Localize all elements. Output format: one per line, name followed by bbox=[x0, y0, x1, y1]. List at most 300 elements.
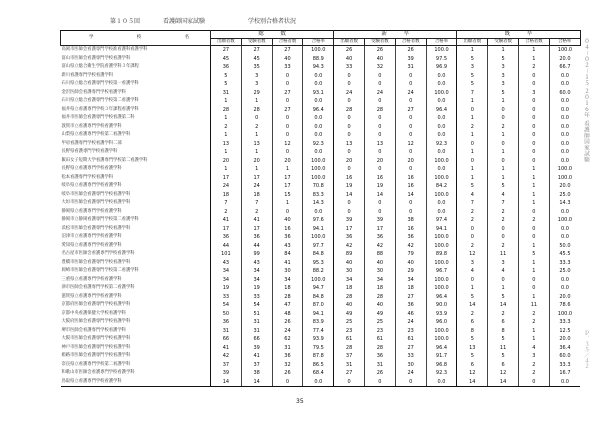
passers-cell: 31 bbox=[395, 63, 426, 72]
passers-cell: 16 bbox=[395, 225, 426, 234]
passers-cell: 0 bbox=[395, 97, 426, 106]
passers-cell: 0 bbox=[395, 123, 426, 132]
applicants-cell: 37 bbox=[334, 352, 365, 361]
applicants-cell: 3 bbox=[457, 259, 488, 268]
passers-cell: 23 bbox=[395, 327, 426, 336]
pass-rate-cell: 86.5 bbox=[303, 361, 334, 370]
passers-cell: 0 bbox=[272, 80, 303, 89]
pass-rate-cell: 0.0 bbox=[549, 140, 580, 149]
examinees-cell: 0 bbox=[488, 106, 519, 115]
passers-cell: 28 bbox=[272, 293, 303, 302]
applicants-cell: 13 bbox=[211, 140, 242, 149]
pass-rate-cell: 0.0 bbox=[549, 157, 580, 166]
table-row bbox=[61, 63, 581, 72]
school-name: 大阪府医師会看護専門学校看護学科 bbox=[61, 319, 131, 324]
examinees-cell: 27 bbox=[241, 46, 272, 55]
margin-page-stamp: ｐ．３５／４２ bbox=[583, 330, 589, 369]
passers-cell: 61 bbox=[395, 335, 426, 344]
passers-cell: 0 bbox=[272, 114, 303, 123]
applicants-cell: 5 bbox=[457, 80, 488, 89]
passers-cell: 0 bbox=[519, 140, 550, 149]
pass-rate-cell: 97.4 bbox=[426, 216, 457, 225]
passers-cell: 0 bbox=[395, 199, 426, 208]
pass-rate-cell: 0.0 bbox=[549, 378, 580, 387]
applicants-cell: 1 bbox=[457, 114, 488, 123]
examinees-cell: 0 bbox=[488, 157, 519, 166]
applicants-cell: 0 bbox=[334, 114, 365, 123]
school-name: 津市医師会看護専門学校第二看護学科 bbox=[61, 285, 135, 290]
table-row bbox=[61, 310, 581, 319]
table-row bbox=[61, 182, 581, 191]
pass-rate-cell: 79.5 bbox=[303, 344, 334, 353]
applicants-cell: 18 bbox=[334, 284, 365, 293]
examinees-cell: 41 bbox=[241, 216, 272, 225]
pass-rate-cell: 20.0 bbox=[549, 182, 580, 191]
pass-rate-cell: 25.0 bbox=[549, 267, 580, 276]
applicants-cell: 0 bbox=[334, 72, 365, 81]
pass-rate-cell: 0.0 bbox=[426, 123, 457, 132]
passers-cell: 18 bbox=[395, 284, 426, 293]
passers-cell: 1 bbox=[519, 174, 550, 183]
examinees-cell: 6 bbox=[488, 318, 519, 327]
pass-rate-cell: 93.9 bbox=[303, 335, 334, 344]
pass-rate-cell: 0.0 bbox=[549, 123, 580, 132]
examinees-cell: 34 bbox=[365, 276, 396, 285]
examinees-cell: 2 bbox=[488, 123, 519, 132]
passers-cell: 20 bbox=[272, 157, 303, 166]
pass-rate-cell: 100.0 bbox=[303, 157, 334, 166]
applicants-cell: 17 bbox=[211, 225, 242, 234]
pass-rate-cell: 45.5 bbox=[549, 250, 580, 259]
table-row bbox=[61, 80, 581, 89]
examinees-cell: 1 bbox=[488, 131, 519, 140]
examinees-cell: 18 bbox=[365, 284, 396, 293]
passers-cell: 1 bbox=[272, 165, 303, 174]
school-name: 長野県立看護専門学校看護学科 bbox=[61, 166, 122, 171]
applicants-cell: 1 bbox=[211, 114, 242, 123]
passers-cell: 27 bbox=[272, 106, 303, 115]
pass-rate-cell: 94.1 bbox=[303, 225, 334, 234]
pass-rate-cell: 100.0 bbox=[426, 174, 457, 183]
school-name: 富山県立総合衛生学院看護学科３年課程 bbox=[61, 64, 139, 69]
passers-cell: 0 bbox=[519, 233, 550, 242]
examinees-cell: 7 bbox=[241, 199, 272, 208]
applicants-cell: 31 bbox=[334, 361, 365, 370]
pass-rate-cell: 100.0 bbox=[426, 259, 457, 268]
examinees-cell: 13 bbox=[365, 140, 396, 149]
applicants-cell: 42 bbox=[211, 352, 242, 361]
table-row bbox=[61, 242, 581, 251]
passers-cell: 20 bbox=[395, 157, 426, 166]
examinees-cell: 0 bbox=[488, 140, 519, 149]
examinees-cell: 4 bbox=[488, 267, 519, 276]
passers-cell: 62 bbox=[272, 335, 303, 344]
passers-cell: 0 bbox=[519, 80, 550, 89]
table-row bbox=[61, 106, 581, 115]
pass-rate-cell: 0.0 bbox=[426, 80, 457, 89]
pass-rate-cell: 0.0 bbox=[426, 148, 457, 157]
passers-cell: 1 bbox=[519, 327, 550, 336]
table-row bbox=[61, 131, 581, 140]
applicants-cell: 23 bbox=[334, 327, 365, 336]
passers-cell: 1 bbox=[519, 242, 550, 251]
pass-rate-cell: 94.7 bbox=[303, 284, 334, 293]
table-row bbox=[61, 191, 581, 200]
applicants-cell: 16 bbox=[334, 174, 365, 183]
examinees-cell: 61 bbox=[365, 335, 396, 344]
passers-cell: 0 bbox=[272, 72, 303, 81]
table-row bbox=[61, 259, 581, 268]
pass-rate-cell: 78.6 bbox=[549, 301, 580, 310]
pass-rate-cell: 100.0 bbox=[426, 89, 457, 98]
school-name: 石川県立総合看護専門学校第二看護学科 bbox=[61, 98, 139, 103]
passers-cell: 1 bbox=[519, 293, 550, 302]
applicants-cell: 54 bbox=[211, 301, 242, 310]
pass-rate-cell: 96.9 bbox=[426, 63, 457, 72]
examinees-cell: 31 bbox=[241, 318, 272, 327]
examinees-cell: 36 bbox=[365, 352, 396, 361]
passers-cell: 40 bbox=[395, 259, 426, 268]
examinees-cell: 1 bbox=[241, 97, 272, 106]
group-total: 総 数 bbox=[211, 31, 334, 39]
table-row bbox=[61, 267, 581, 276]
applicants-cell: 0 bbox=[334, 97, 365, 106]
passers-cell: 11 bbox=[519, 301, 550, 310]
examinees-cell: 0 bbox=[488, 276, 519, 285]
pass-rate-cell: 0.0 bbox=[426, 165, 457, 174]
examinees-cell: 40 bbox=[365, 55, 396, 64]
applicants-cell: 17 bbox=[334, 225, 365, 234]
examinees-cell: 18 bbox=[241, 191, 272, 200]
applicants-cell: 101 bbox=[211, 250, 242, 259]
applicants-cell: 2 bbox=[211, 208, 242, 217]
passers-cell: 16 bbox=[272, 225, 303, 234]
examinees-cell: 4 bbox=[488, 191, 519, 200]
column-header: 合格者数 bbox=[395, 38, 426, 46]
applicants-cell: 40 bbox=[334, 55, 365, 64]
table-row bbox=[61, 361, 581, 370]
passers-cell: 0 bbox=[272, 378, 303, 387]
applicants-cell: 5 bbox=[457, 72, 488, 81]
pass-rate-cell: 100.0 bbox=[303, 165, 334, 174]
examinees-cell: 5 bbox=[488, 89, 519, 98]
pass-rate-cell: 93.9 bbox=[426, 310, 457, 319]
examinees-cell: 0 bbox=[365, 165, 396, 174]
pass-rate-cell: 0.0 bbox=[549, 131, 580, 140]
pass-rate-cell: 0.0 bbox=[426, 199, 457, 208]
examinees-cell: 25 bbox=[365, 318, 396, 327]
passers-cell: 26 bbox=[272, 369, 303, 378]
applicants-cell: 0 bbox=[457, 276, 488, 285]
applicants-cell: 7 bbox=[457, 89, 488, 98]
column-header: 出願者数 bbox=[334, 38, 365, 46]
pass-rate-cell: 96.4 bbox=[303, 106, 334, 115]
passers-cell: 0 bbox=[519, 148, 550, 157]
applicants-cell: 41 bbox=[211, 344, 242, 353]
pass-rate-cell: 100.0 bbox=[549, 46, 580, 55]
passers-cell: 0 bbox=[395, 208, 426, 217]
applicants-cell: 1 bbox=[457, 131, 488, 140]
table-row bbox=[61, 293, 581, 302]
school-name: 高岡市医師会看護専門学校准看護科看護学科 bbox=[61, 47, 148, 52]
passers-cell: 40 bbox=[272, 55, 303, 64]
pass-rate-cell: 100.0 bbox=[549, 310, 580, 319]
pass-rate-cell: 88.9 bbox=[303, 55, 334, 64]
applicants-cell: 2 bbox=[457, 242, 488, 251]
passers-cell: 0 bbox=[395, 72, 426, 81]
table-row bbox=[61, 199, 581, 208]
applicants-cell: 7 bbox=[211, 199, 242, 208]
school-name: 石川県立総合看護専門学校第一看護学科 bbox=[61, 81, 139, 86]
examinees-cell: 2 bbox=[488, 310, 519, 319]
pass-rate-cell: 96.8 bbox=[426, 361, 457, 370]
examinees-cell: 33 bbox=[241, 293, 272, 302]
applicants-cell: 14 bbox=[457, 378, 488, 387]
pass-rate-cell: 0.0 bbox=[549, 225, 580, 234]
pass-rate-cell: 33.3 bbox=[549, 259, 580, 268]
pass-rate-cell: 100.0 bbox=[303, 233, 334, 242]
examinees-cell: 3 bbox=[241, 80, 272, 89]
passers-cell: 36 bbox=[272, 233, 303, 242]
examinees-cell: 16 bbox=[365, 174, 396, 183]
school-name: 福井市医師会看護専門学校看護第二科 bbox=[61, 115, 135, 120]
column-header: 合格者数 bbox=[519, 38, 550, 46]
passers-cell: 0 bbox=[519, 123, 550, 132]
examinees-cell: 11 bbox=[488, 344, 519, 353]
applicants-cell: 45 bbox=[211, 55, 242, 64]
table-row bbox=[61, 301, 581, 310]
pass-rate-cell: 0.0 bbox=[426, 131, 457, 140]
pass-rate-cell: 25.0 bbox=[549, 191, 580, 200]
applicants-cell: 5 bbox=[211, 72, 242, 81]
pass-rate-cell: 95.3 bbox=[303, 259, 334, 268]
examinees-cell: 51 bbox=[241, 310, 272, 319]
passers-cell: 47 bbox=[272, 301, 303, 310]
passers-cell: 0 bbox=[272, 97, 303, 106]
column-header: 受験者数 bbox=[241, 38, 272, 46]
examinees-cell: 17 bbox=[241, 174, 272, 183]
table-row bbox=[61, 352, 581, 361]
examinees-cell: 6 bbox=[488, 361, 519, 370]
passers-cell: 24 bbox=[395, 318, 426, 327]
examinees-cell: 42 bbox=[365, 242, 396, 251]
pass-rate-cell: 100.0 bbox=[426, 242, 457, 251]
pass-rate-cell: 0.0 bbox=[549, 114, 580, 123]
applicants-cell: 28 bbox=[334, 344, 365, 353]
pass-rate-cell: 66.7 bbox=[549, 63, 580, 72]
passers-cell: 26 bbox=[272, 318, 303, 327]
table-row bbox=[61, 148, 581, 157]
passers-cell: 0 bbox=[519, 106, 550, 115]
passers-cell: 33 bbox=[272, 63, 303, 72]
examinees-cell: 5 bbox=[488, 335, 519, 344]
applicants-cell: 1 bbox=[211, 148, 242, 157]
passers-cell: 0 bbox=[272, 131, 303, 140]
pass-rate-cell: 70.8 bbox=[303, 182, 334, 191]
applicants-cell: 39 bbox=[211, 369, 242, 378]
examinees-cell: 31 bbox=[365, 361, 396, 370]
pass-rate-cell: 0.0 bbox=[549, 284, 580, 293]
applicants-cell: 5 bbox=[457, 293, 488, 302]
examinees-cell: 3 bbox=[241, 72, 272, 81]
passers-cell: 16 bbox=[395, 182, 426, 191]
examinees-cell: 5 bbox=[488, 182, 519, 191]
passers-cell: 0 bbox=[272, 208, 303, 217]
applicants-cell: 13 bbox=[334, 140, 365, 149]
school-name: 静岡市立静岡看護専門学校第二看護学科 bbox=[61, 217, 139, 222]
school-name: 金沢医師会看護専門学校看護学科 bbox=[61, 89, 126, 95]
table-row bbox=[61, 208, 581, 217]
column-header: 合格率 bbox=[303, 38, 334, 46]
applicants-cell: 36 bbox=[211, 318, 242, 327]
examinees-cell: 7 bbox=[488, 199, 519, 208]
pass-rate-cell: 77.4 bbox=[303, 327, 334, 336]
pass-rate-cell: 100.0 bbox=[426, 327, 457, 336]
applicants-cell: 31 bbox=[211, 327, 242, 336]
school-name: 豊橋市医師会看護専門学校看護学科 bbox=[61, 259, 131, 265]
examinees-cell: 3 bbox=[488, 72, 519, 81]
passers-cell: 34 bbox=[272, 276, 303, 285]
column-header: 出願者数 bbox=[457, 38, 488, 46]
passers-cell: 29 bbox=[395, 267, 426, 276]
passers-cell: 1 bbox=[519, 165, 550, 174]
passers-cell: 3 bbox=[519, 89, 550, 98]
passers-cell: 1 bbox=[519, 267, 550, 276]
examinees-cell: 37 bbox=[241, 361, 272, 370]
table-row bbox=[61, 140, 581, 149]
applicants-cell: 17 bbox=[211, 174, 242, 183]
examinees-cell: 0 bbox=[365, 199, 396, 208]
examinees-cell: 1 bbox=[488, 165, 519, 174]
examinees-cell: 1 bbox=[488, 97, 519, 106]
applicants-cell: 5 bbox=[457, 182, 488, 191]
applicants-cell: 0 bbox=[457, 106, 488, 115]
pass-rate-cell: 0.0 bbox=[426, 378, 457, 387]
passers-cell: 36 bbox=[395, 233, 426, 242]
examinees-cell: 0 bbox=[365, 131, 396, 140]
table-row bbox=[61, 284, 581, 293]
table-row bbox=[61, 233, 581, 242]
passers-cell: 79 bbox=[395, 250, 426, 259]
passers-cell: 0 bbox=[519, 378, 550, 387]
passers-cell: 2 bbox=[519, 318, 550, 327]
applicants-cell: 49 bbox=[334, 310, 365, 319]
examinees-cell: 0 bbox=[365, 123, 396, 132]
school-name: 名古屋市医師会看護専門学校看護学科 bbox=[61, 251, 135, 256]
pass-rate-cell: 100.0 bbox=[549, 165, 580, 174]
applicants-cell: 0 bbox=[334, 208, 365, 217]
applicants-cell: 5 bbox=[211, 80, 242, 89]
passers-cell: 5 bbox=[519, 250, 550, 259]
school-name: 沼津市立看護専門学校看護学科 bbox=[61, 234, 122, 239]
applicants-cell: 2 bbox=[457, 216, 488, 225]
pass-rate-cell: 92.3 bbox=[426, 369, 457, 378]
table-row bbox=[61, 157, 581, 166]
examinees-cell: 0 bbox=[488, 225, 519, 234]
school-name: 長野県看護専門学校看護学科 bbox=[61, 149, 118, 154]
applicants-cell: 5 bbox=[457, 55, 488, 64]
table-row bbox=[61, 123, 581, 132]
pass-rate-cell: 87.8 bbox=[303, 352, 334, 361]
pass-rate-cell: 100.0 bbox=[303, 276, 334, 285]
examinees-cell: 32 bbox=[365, 63, 396, 72]
applicants-cell: 0 bbox=[334, 165, 365, 174]
school-name: 飯田女子短期大学看護専門学校第二看護学科 bbox=[61, 157, 148, 163]
pass-rate-cell: 0.0 bbox=[303, 378, 334, 387]
applicants-cell: 4 bbox=[457, 267, 488, 276]
pass-rate-cell: 0.0 bbox=[426, 208, 457, 217]
examinees-cell: 0 bbox=[365, 378, 396, 387]
examinees-cell: 28 bbox=[365, 106, 396, 115]
passers-cell: 2 bbox=[519, 361, 550, 370]
pass-rate-cell: 100.0 bbox=[426, 284, 457, 293]
table-row bbox=[61, 97, 581, 106]
pass-rate-cell: 20.0 bbox=[549, 55, 580, 64]
pass-rate-cell: 0.0 bbox=[426, 97, 457, 106]
margin-stamp: ０４－０２－１５ ２０１６年 看護師国家試験 bbox=[583, 38, 589, 163]
applicants-cell: 41 bbox=[211, 216, 242, 225]
pass-rate-cell: 0.0 bbox=[549, 80, 580, 89]
examinees-cell: 36 bbox=[365, 233, 396, 242]
passers-cell: 0 bbox=[519, 131, 550, 140]
examinees-cell: 40 bbox=[365, 301, 396, 310]
passers-cell: 0 bbox=[272, 148, 303, 157]
applicants-cell: 0 bbox=[457, 157, 488, 166]
passers-cell: 4 bbox=[519, 344, 550, 353]
applicants-cell: 0 bbox=[457, 140, 488, 149]
applicants-cell: 6 bbox=[457, 318, 488, 327]
exam-name: 看護師国家試験 bbox=[163, 18, 206, 25]
applicants-cell: 24 bbox=[211, 182, 242, 191]
applicants-cell: 7 bbox=[457, 199, 488, 208]
table-row bbox=[61, 344, 581, 353]
pass-rate-cell: 97.7 bbox=[303, 242, 334, 251]
passers-cell: 0 bbox=[519, 97, 550, 106]
applicants-cell: 66 bbox=[211, 335, 242, 344]
examinees-cell: 39 bbox=[365, 216, 396, 225]
school-name: 甲府看護専門学校看護学科二部 bbox=[61, 140, 122, 146]
examinees-cell: 19 bbox=[365, 182, 396, 191]
pass-rate-cell: 60.0 bbox=[549, 352, 580, 361]
passers-cell: 38 bbox=[395, 216, 426, 225]
examinees-cell: 0 bbox=[365, 114, 396, 123]
applicants-cell: 0 bbox=[457, 233, 488, 242]
examinees-cell: 38 bbox=[241, 369, 272, 378]
applicants-cell: 2 bbox=[457, 208, 488, 217]
passers-cell: 2 bbox=[519, 216, 550, 225]
pass-rate-cell: 96.4 bbox=[426, 293, 457, 302]
column-header: 受験者数 bbox=[365, 38, 396, 46]
examinees-cell: 0 bbox=[241, 114, 272, 123]
passers-cell: 27 bbox=[395, 344, 426, 353]
examinees-cell: 19 bbox=[241, 284, 272, 293]
examinees-cell: 43 bbox=[241, 259, 272, 268]
pass-rate-cell: 89.8 bbox=[426, 250, 457, 259]
passers-cell: 12 bbox=[272, 140, 303, 149]
examinees-cell: 35 bbox=[241, 63, 272, 72]
school-name: 岐阜市医師会看護専門学校看護学科 bbox=[61, 191, 131, 197]
school-name: 滋賀県立看護専門学校看護学科 bbox=[61, 293, 122, 299]
passers-cell: 40 bbox=[272, 216, 303, 225]
applicants-cell: 8 bbox=[457, 327, 488, 336]
pass-rate-cell: 87.0 bbox=[303, 301, 334, 310]
pass-rate-cell: 84.2 bbox=[426, 182, 457, 191]
examinees-cell: 40 bbox=[365, 259, 396, 268]
passers-cell: 3 bbox=[519, 352, 550, 361]
examinees-cell: 2 bbox=[488, 242, 519, 251]
pass-rate-cell: 100.0 bbox=[426, 46, 457, 55]
group-new-graduates: 新 卒 bbox=[334, 31, 457, 39]
